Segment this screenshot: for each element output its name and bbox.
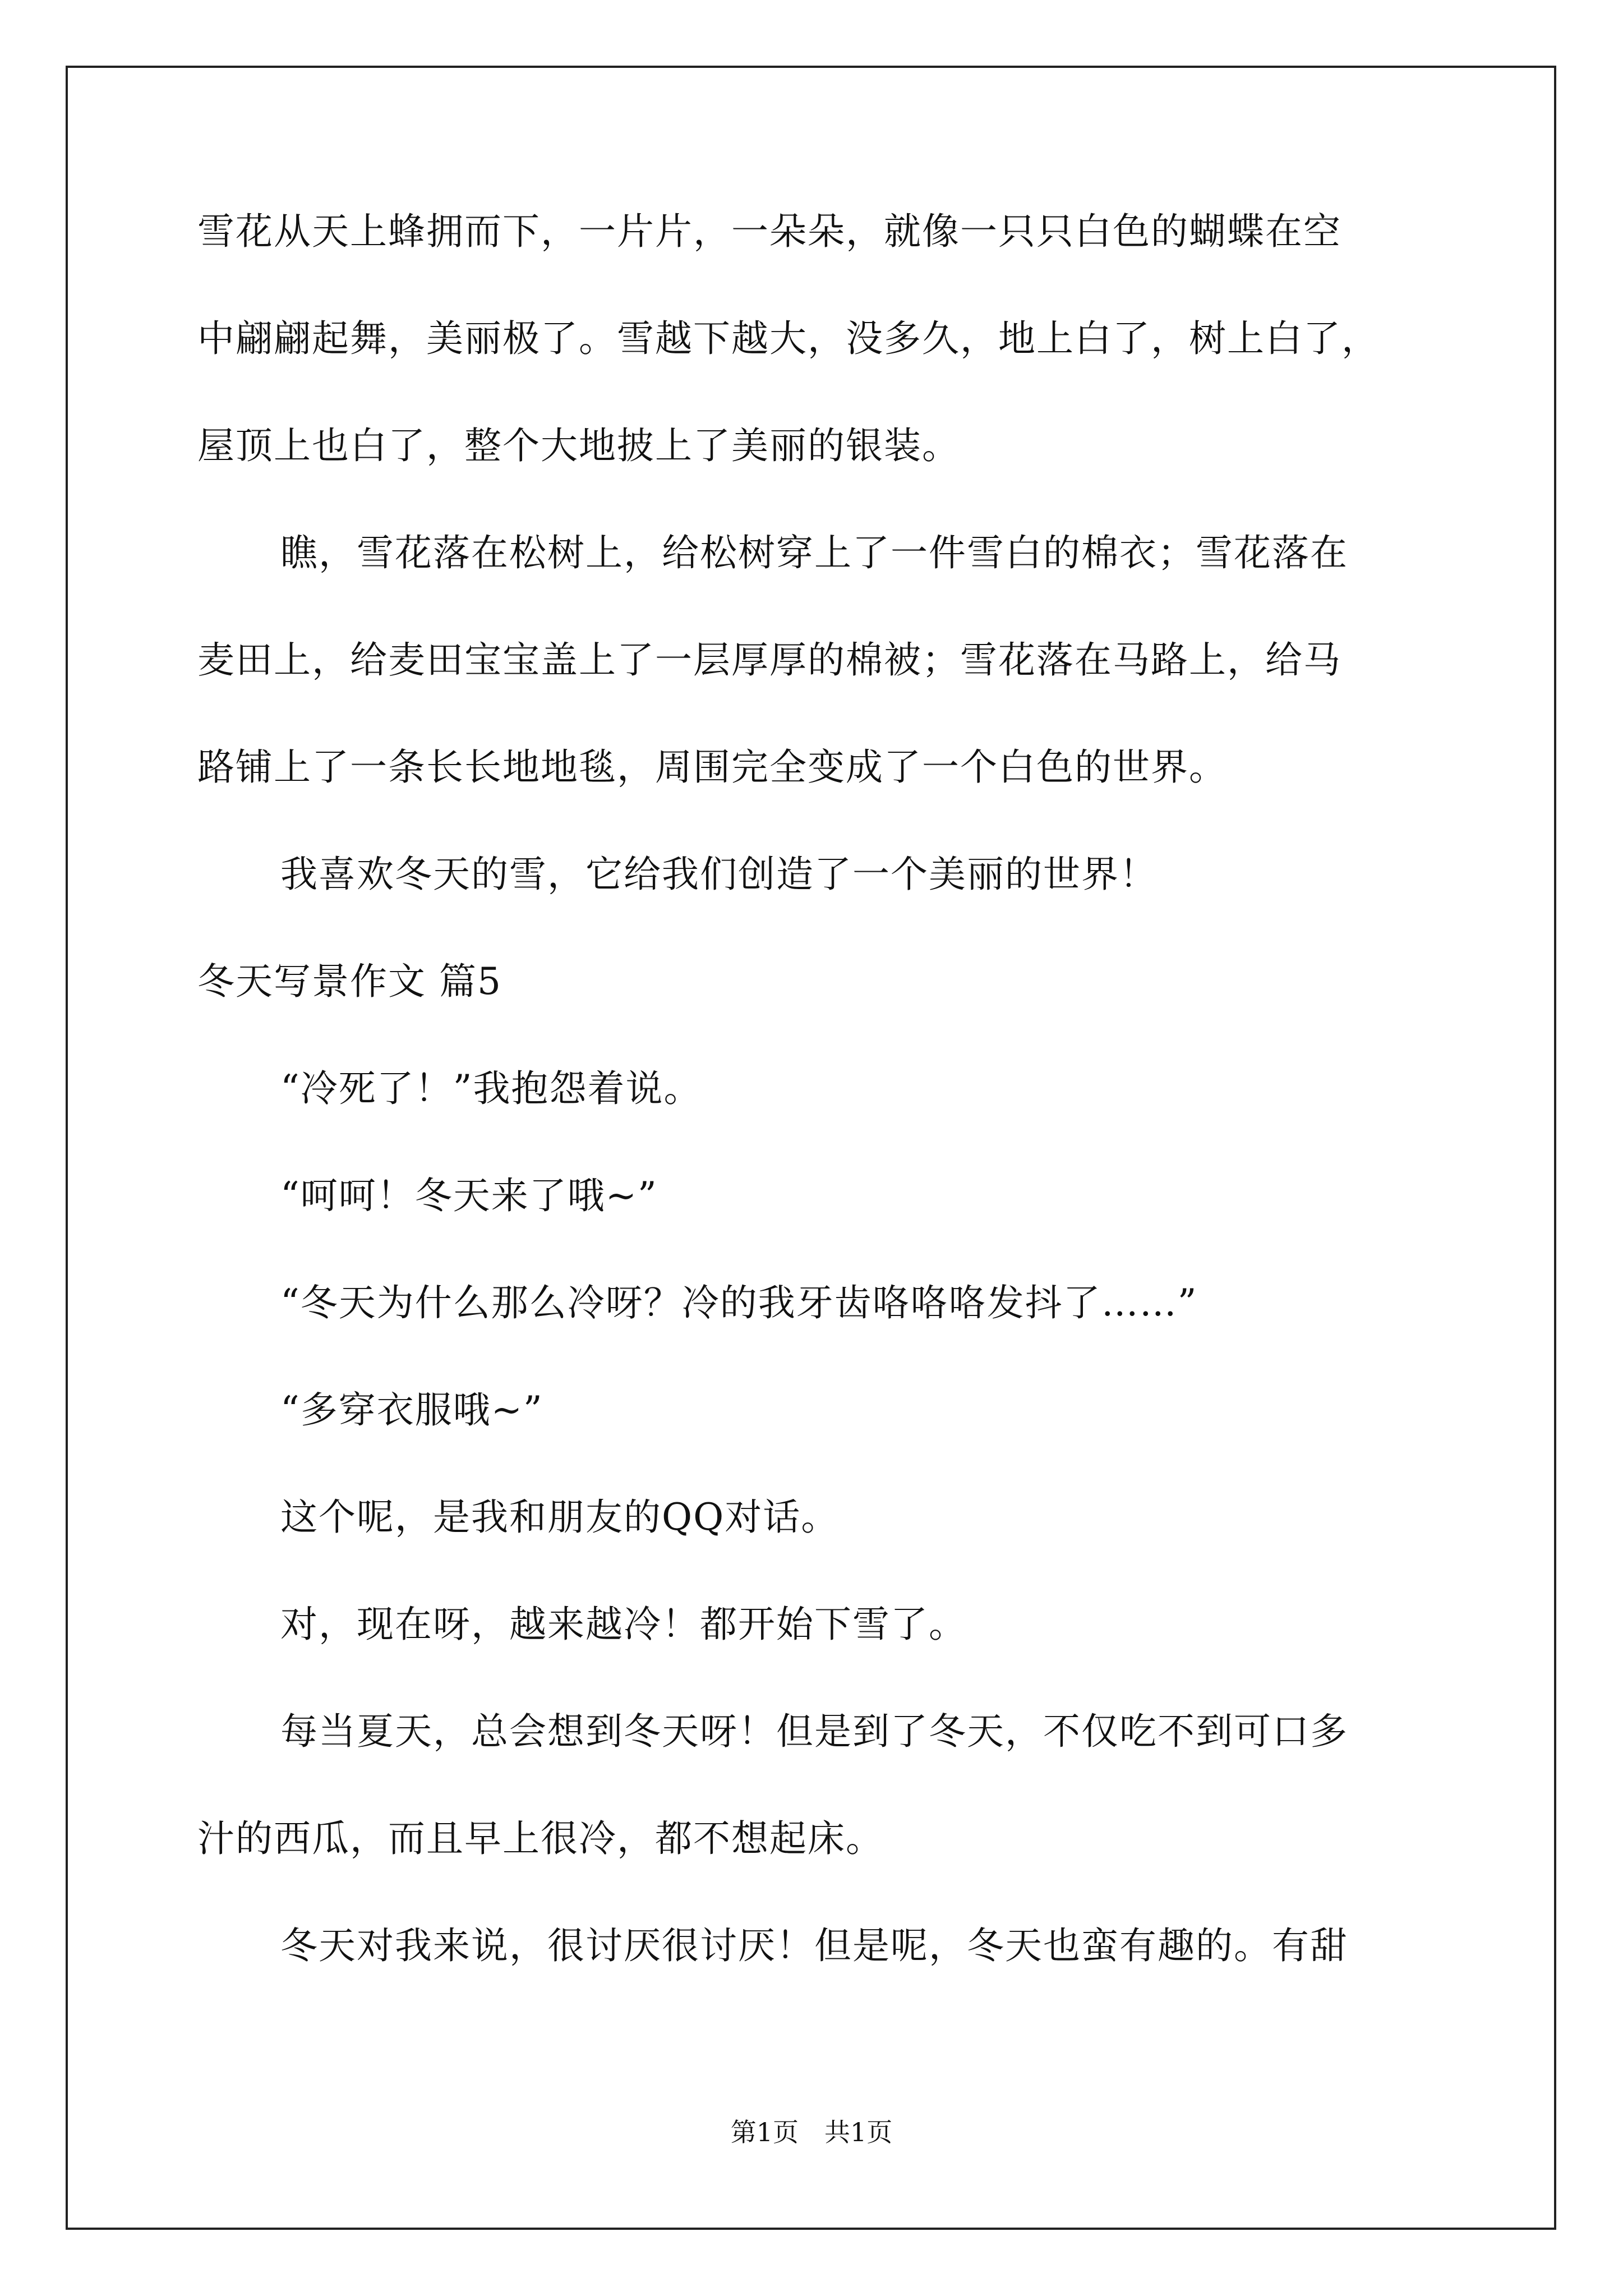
page-number: 第1页 共1页	[730, 2117, 893, 2147]
text-line: 中翩翩起舞，美丽极了。雪越下越大，没多久，地上白了，树上白了，	[197, 317, 1380, 360]
text-line: “多穿衣服哦~”	[280, 1388, 543, 1432]
text-line: 雪花从天上蜂拥而下，一片片，一朵朵，就像一只只白色的蝴蝶在空	[197, 210, 1341, 253]
page-footer	[0, 2119, 1623, 2145]
text-line: 每当夏天，总会想到冬天呀！但是到了冬天，不仅吃不到可口多	[280, 1710, 1348, 1753]
text-line: 麦田上，给麦田宝宝盖上了一层厚厚的棉被；雪花落在马路上，给马	[197, 638, 1341, 682]
text-line: “冷死了！”我抱怨着说。	[280, 1067, 702, 1110]
text-line: 路铺上了一条长长地地毯，周围完全变成了一个白色的世界。	[197, 746, 1227, 789]
text-line: 屋顶上也白了，整个大地披上了美丽的银装。	[197, 424, 960, 467]
text-line: 对，现在呀，越来越冷！都开始下雪了。	[280, 1603, 967, 1646]
document-body	[197, 210, 1448, 2035]
section-heading: 冬天写景作文 篇5	[197, 960, 502, 1003]
text-line: 汁的西瓜，而且早上很冷，都不想起床。	[197, 1817, 884, 1860]
text-line: 冬天对我来说，很讨厌很讨厌！但是呢，冬天也蛮有趣的。有甜	[280, 1924, 1348, 1967]
text-line: “冬天为什么那么冷呀？冷的我牙齿咯咯咯发抖了……”	[280, 1281, 1198, 1324]
text-line: 瞧，雪花落在松树上，给松树穿上了一件雪白的棉衣；雪花落在	[280, 531, 1348, 574]
text-line: “呵呵！冬天来了哦~”	[280, 1174, 658, 1217]
text-line: 这个呢，是我和朋友的QQ对话。	[280, 1496, 840, 1539]
text-line: 我喜欢冬天的雪，它给我们创造了一个美丽的世界！	[280, 853, 1158, 896]
